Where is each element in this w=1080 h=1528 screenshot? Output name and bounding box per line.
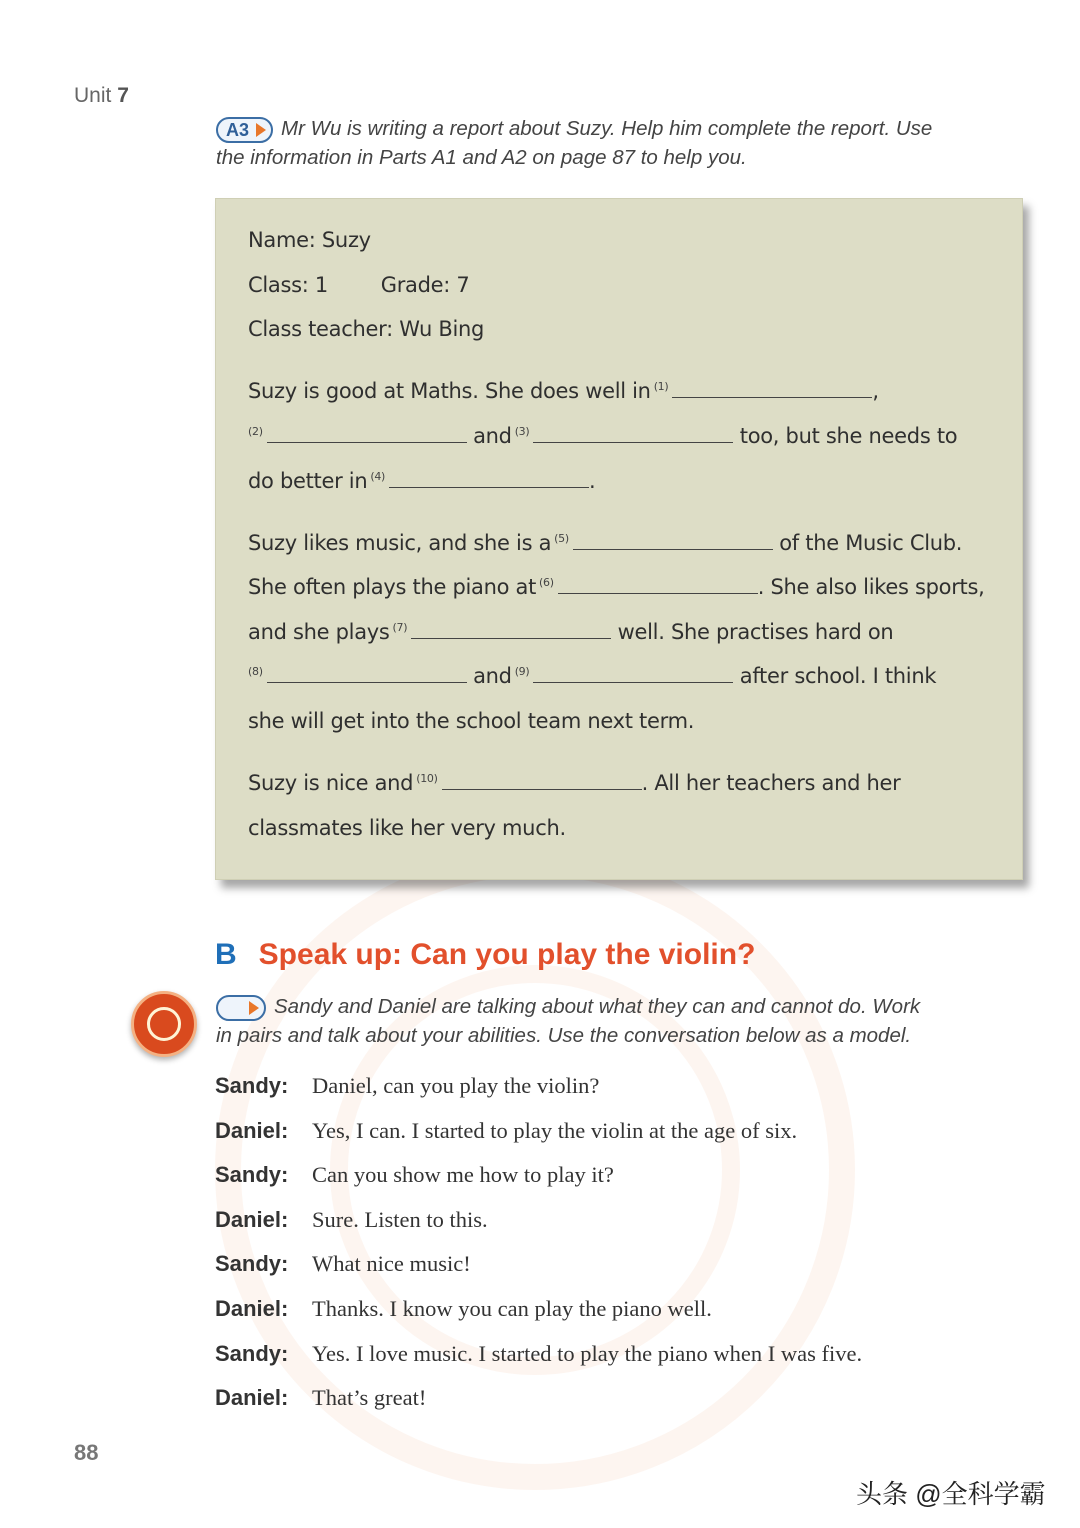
dialogue-line: Thanks. I know you can play the piano well. [312, 1296, 712, 1321]
speaker: Sandy: [215, 1341, 289, 1366]
unit-header [74, 84, 129, 108]
dialogue-row [215, 1296, 712, 1322]
dialogue-line: What nice music! [312, 1251, 471, 1276]
section-b-instruction [216, 992, 1016, 1050]
report-name: Name: Suzy [248, 228, 371, 252]
section-b-instruction-line2: in pairs and talk about your abilities. Use the conversation below as a model. [216, 1024, 912, 1047]
answer-blank-7[interactable] [411, 620, 611, 639]
report-line: classmates like her very much. [248, 816, 566, 840]
report-text: . All her teachers and her [641, 771, 901, 795]
report-text: Suzy is good at Maths. She does well in [248, 379, 651, 403]
speaker: Daniel: [215, 1207, 289, 1232]
dialogue-row [215, 1385, 426, 1411]
report-line [248, 424, 957, 448]
blank-number: (5) [554, 532, 569, 545]
report-text: and [473, 424, 512, 448]
a3-badge: A3 [216, 117, 273, 143]
report-text: Suzy likes music, and she is a [248, 531, 552, 555]
report-line [248, 575, 985, 599]
section-b-heading [215, 938, 755, 972]
report-line [248, 469, 595, 493]
unit-label: Unit [74, 84, 112, 107]
audio-badge[interactable] [216, 995, 266, 1021]
report-line [248, 664, 936, 688]
dialogue-line: Sure. Listen to this. [312, 1207, 488, 1232]
dialogue-row [215, 1341, 862, 1367]
report-text: , [872, 379, 879, 403]
dialogue-row [215, 1251, 471, 1277]
report-text: . [589, 469, 596, 493]
page-number: 88 [74, 1440, 99, 1465]
answer-blank-10[interactable] [442, 771, 642, 790]
dialogue-line: Daniel, can you play the violin? [312, 1073, 600, 1098]
dialogue-line: Yes. I love music. I started to play the piano when I was five. [312, 1341, 863, 1366]
play-triangle-icon [256, 123, 266, 137]
source-watermark: 头条 @全科学霸 [856, 1479, 1046, 1509]
report-text: . She also likes sports, [757, 575, 985, 599]
dialogue-line: Yes, I can. I started to play the violin at the age of six. [312, 1118, 798, 1143]
report-line [248, 620, 893, 644]
report-line [248, 379, 879, 403]
dialogue-row [215, 1118, 797, 1144]
a3-instruction-line2: the information in Parts A1 and A2 on page 87 to help you. [216, 146, 747, 169]
answer-blank-2[interactable] [267, 424, 467, 443]
dialogue-line: Can you show me how to play it? [312, 1162, 614, 1187]
blank-number: (9) [514, 665, 530, 678]
report-text: and [473, 664, 512, 688]
answer-blank-1[interactable] [672, 379, 872, 398]
speaker: Sandy: [215, 1073, 289, 1098]
report-text: too, but she needs to [739, 424, 958, 448]
dialogue-line: That’s great! [312, 1385, 427, 1410]
unit-number: 7 [117, 84, 129, 107]
answer-blank-9[interactable] [533, 664, 733, 683]
speaker: Daniel: [215, 1118, 289, 1143]
report-text: She often plays the piano at [248, 575, 537, 599]
a3-instruction-line1: Mr Wu is writing a report about Suzy. Help him complete the report. Use [281, 117, 933, 140]
answer-blank-8[interactable] [267, 664, 467, 683]
dialogue-row [215, 1162, 614, 1188]
report-text: of the Music Club. [779, 531, 963, 555]
speaker: Daniel: [215, 1385, 289, 1410]
report-teacher: Class teacher: Wu Bing [248, 317, 485, 341]
report-class-grade [248, 273, 470, 297]
blank-number: (3) [514, 425, 530, 438]
answer-blank-4[interactable] [389, 469, 589, 488]
report-line: she will get into the school team next term. [248, 709, 695, 733]
answer-blank-3[interactable] [533, 424, 733, 443]
report-text: and she plays [248, 620, 390, 644]
section-letter: B [215, 938, 237, 971]
speaker: Daniel: [215, 1296, 289, 1321]
section-b-instruction-line1: Sandy and Daniel are talking about what they can and cannot do. Work [274, 995, 921, 1018]
report-grade: Grade: 7 [380, 273, 470, 297]
report-text: Suzy is nice and [248, 771, 414, 795]
play-triangle-icon [249, 1001, 259, 1015]
answer-blank-6[interactable] [558, 575, 758, 594]
section-title: Speak up: Can you play the violin? [258, 938, 756, 971]
blank-number: (8) [248, 665, 263, 678]
blank-number: (2) [248, 425, 263, 438]
report-line [248, 531, 962, 555]
speaker: Sandy: [215, 1251, 289, 1276]
report-class: Class: 1 [248, 273, 328, 297]
dialogue-row [215, 1207, 488, 1233]
blank-number: (4) [370, 470, 386, 483]
speak-up-icon [131, 991, 197, 1057]
report-text: do better in [248, 469, 368, 493]
dialogue-row [215, 1073, 599, 1099]
report-line [248, 771, 901, 795]
report-text: well. She practises hard on [617, 620, 894, 644]
blank-number: (10) [416, 772, 438, 785]
blank-number: (7) [392, 621, 408, 634]
blank-number: (6) [539, 576, 554, 589]
speaker: Sandy: [215, 1162, 289, 1187]
blank-number: (1) [653, 380, 669, 393]
report-text: after school. I think [739, 664, 937, 688]
a3-instruction [216, 114, 996, 172]
answer-blank-5[interactable] [573, 531, 773, 550]
